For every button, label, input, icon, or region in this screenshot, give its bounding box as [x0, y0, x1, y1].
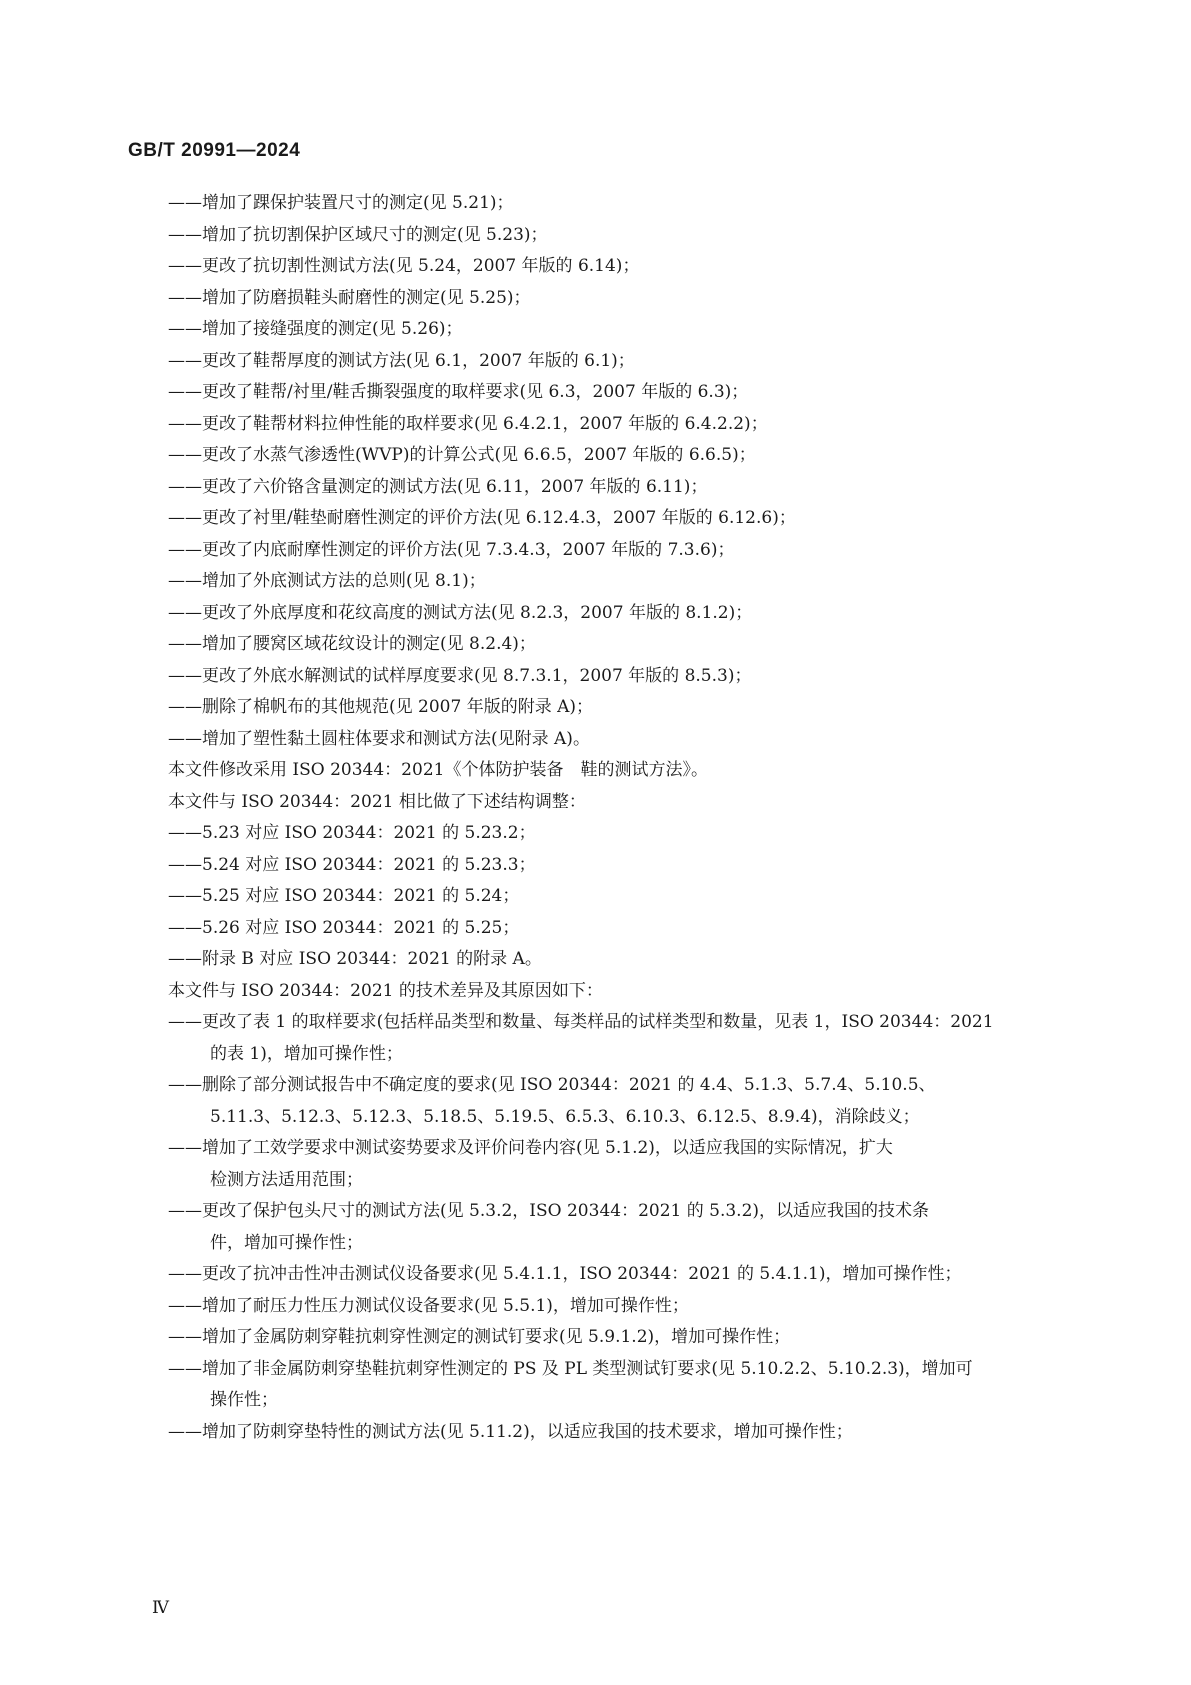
document-body	[0, 188, 1191, 1448]
list-item-continuation: 操作性；	[210, 1390, 278, 1410]
list-item: ——更改了内底耐摩性测定的评价方法(见 7.3.4.3，2007 年版的 7.3.6)；	[168, 539, 735, 560]
list-item: ——更改了水蒸气渗透性(WVP)的计算公式(见 6.6.5，2007 年版的 6.6.5)；	[168, 445, 756, 465]
document-code: GB/T 20991—2024	[128, 140, 301, 161]
list-item: ——更改了鞋帮材料拉伸性能的取样要求(见 6.4.2.1，2007 年版的 6.4.2.2)；	[168, 413, 768, 434]
list-item: ——更改了衬里/鞋垫耐磨性测定的评价方法(见 6.12.4.3，2007 年版的 6.12.6)；	[168, 508, 796, 528]
list-item: ——更改了外底水解测试的试样厚度要求(见 8.7.3.1，2007 年版的 8.5.3)；	[168, 665, 752, 686]
list-item: ——更改了抗切割性测试方法(见 5.24，2007 年版的 6.14)；	[168, 256, 640, 276]
list-item: ——更改了抗冲击性冲击测试仪设备要求(见 5.4.1.1，ISO 20344：2021 的 5.4.1.1)，增加可操作性；	[168, 1264, 962, 1284]
list-item: ——5.25 对应 ISO 20344：2021 的 5.24；	[168, 886, 520, 906]
list-item: ——更改了保护包头尺寸的测试方法(见 5.3.2，ISO 20344：2021 的 5.3.2)，以适应我国的技术条	[168, 1201, 930, 1221]
list-item: ——增加了外底测试方法的总则(见 8.1)；	[168, 571, 486, 591]
list-item: ——增加了接缝强度的测定(见 5.26)；	[168, 319, 463, 339]
paragraph-line: 本文件与 ISO 20344：2021 相比做了下述结构调整：	[168, 791, 586, 812]
list-item: ——增加了耐压力性压力测试仪设备要求(见 5.5.1)，增加可操作性；	[168, 1295, 689, 1316]
list-item: ——增加了塑性黏土圆柱体要求和测试方法(见附录 A)。	[168, 728, 590, 749]
list-item: ——增加了腰窝区域花纹设计的测定(见 8.2.4)；	[168, 634, 536, 654]
list-item-continuation: 件，增加可操作性；	[210, 1232, 363, 1253]
list-item: ——5.24 对应 ISO 20344：2021 的 5.23.3；	[168, 854, 536, 875]
list-item: ——更改了表 1 的取样要求(包括样品类型和数量、每类样品的试样类型和数量，见表 1，ISO 20344：2021	[168, 1012, 994, 1032]
page-number: Ⅳ	[152, 1598, 169, 1618]
list-item: ——附录 B 对应 ISO 20344：2021 的附录 A。	[168, 949, 542, 969]
list-item: ——增加了防磨损鞋头耐磨性的测定(见 5.25)；	[168, 287, 531, 308]
list-item: ——增加了金属防刺穿鞋抗刺穿性测定的测试钉要求(见 5.9.1.2)，增加可操作性；	[168, 1327, 791, 1347]
list-item: ——增加了踝保护装置尺寸的测定(见 5.21)；	[168, 193, 514, 213]
list-item: ——增加了非金属防刺穿垫鞋抗刺穿性测定的 PS 及 PL 类型测试钉要求(见 5.10.2.2、5.10.2.3)，增加可	[168, 1358, 973, 1379]
list-item: ——更改了鞋帮厚度的测试方法(见 6.1，2007 年版的 6.1)；	[168, 350, 635, 371]
paragraph-line: 本文件修改采用 ISO 20344：2021《个体防护装备 鞋的测试方法》。	[168, 760, 708, 780]
list-item: ——删除了部分测试报告中不确定度的要求(见 ISO 20344：2021 的 4.4、5.1.3、5.7.4、5.10.5、	[168, 1075, 936, 1095]
list-item: ——增加了防刺穿垫特性的测试方法(见 5.11.2)，以适应我国的技术要求，增加可操作性；	[168, 1421, 853, 1442]
list-item: ——删除了棉帆布的其他规范(见 2007 年版的附录 A)；	[168, 697, 594, 717]
list-item: ——更改了外底厚度和花纹高度的测试方法(见 8.2.3，2007 年版的 8.1.2)；	[168, 602, 753, 623]
list-item-continuation: 的表 1)，增加可操作性；	[210, 1043, 403, 1064]
list-item: ——增加了抗切割保护区域尺寸的测定(见 5.23)；	[168, 224, 548, 245]
list-item-continuation: 5.11.3、5.12.3、5.12.3、5.18.5、5.19.5、6.5.3、6.10.3、6.12.5、8.9.4)，消除歧义；	[210, 1106, 920, 1127]
list-item: ——5.23 对应 ISO 20344：2021 的 5.23.2；	[168, 823, 536, 843]
list-item: ——增加了工效学要求中测试姿势要求及评价问卷内容(见 5.1.2)，以适应我国的实际情况，扩大	[168, 1138, 893, 1158]
list-item-continuation: 检测方法适用范围；	[210, 1169, 363, 1190]
list-item: ——5.26 对应 ISO 20344：2021 的 5.25；	[168, 917, 520, 938]
list-item: ——更改了鞋帮/衬里/鞋舌撕裂强度的取样要求(见 6.3，2007 年版的 6.3)；	[168, 382, 749, 402]
list-item: ——更改了六价铬含量测定的测试方法(见 6.11，2007 年版的 6.11)；	[168, 476, 708, 497]
paragraph-line: 本文件与 ISO 20344：2021 的技术差异及其原因如下：	[168, 980, 603, 1001]
